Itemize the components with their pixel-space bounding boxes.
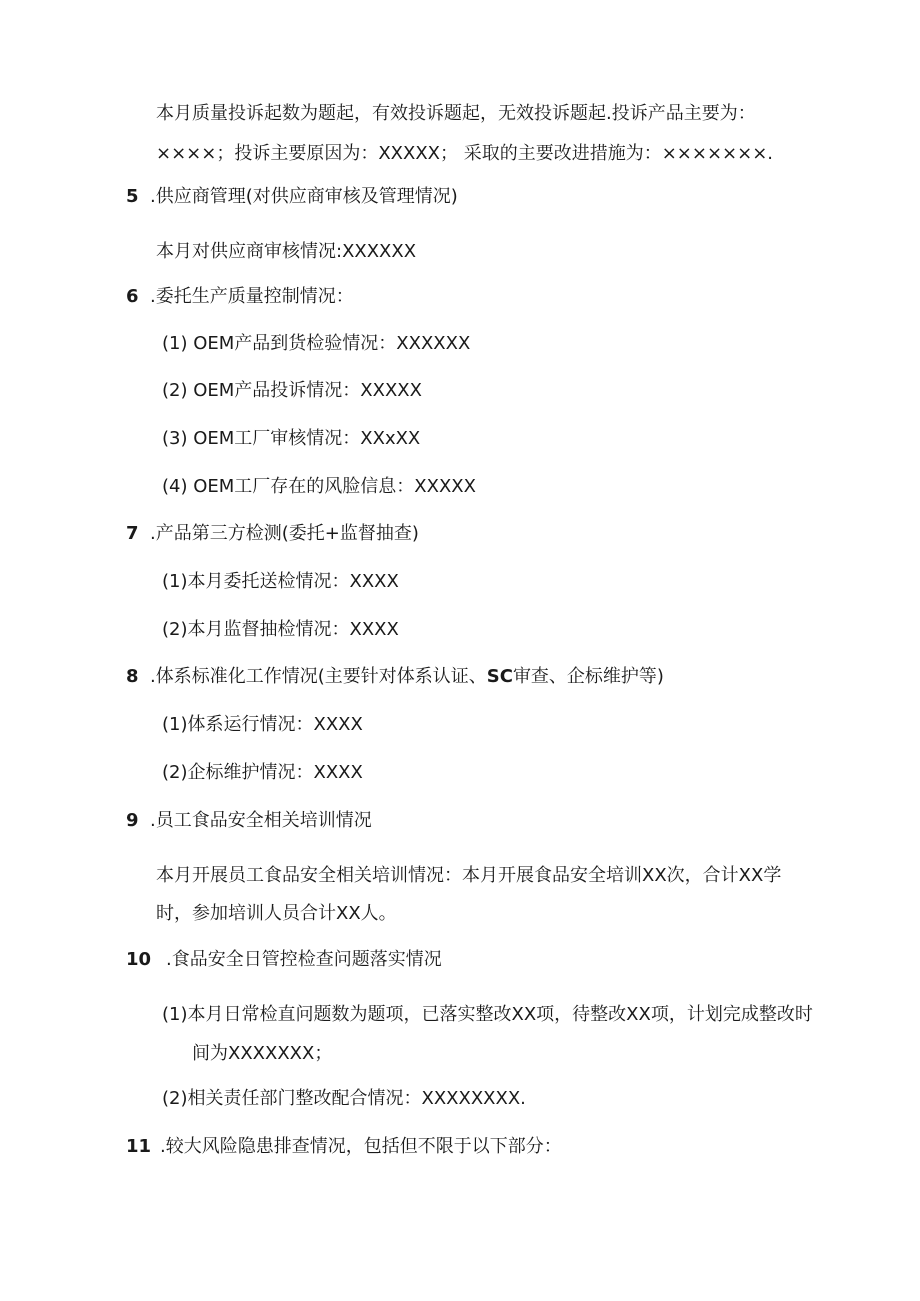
section-number: 9 bbox=[126, 810, 139, 831]
section-number: 11 bbox=[126, 1136, 152, 1157]
section-title: .员工食品安全相关培训情况 bbox=[150, 810, 372, 831]
section-7-item-2: (2)本月监督抽检情况：XXXX bbox=[162, 619, 399, 640]
section-6-item-2: (2) OEM产品投诉情况：XXXXX bbox=[162, 380, 422, 401]
section-10-item-1a: (1)本月日常检直问题数为题项，已落实整改XX项，待整改XX项，计划完成整改时 bbox=[162, 1004, 813, 1025]
section-8-item-2: (2)企标维护情况：XXXX bbox=[162, 762, 363, 783]
section-9-heading bbox=[126, 809, 372, 833]
section-6-item-1: (1) OEM产品到货检验情况：XXXXXX bbox=[162, 333, 471, 354]
section-title: .产品第三方检测(委托+监督抽查) bbox=[150, 523, 419, 544]
section-9-body-1: 本月开展员工食品安全相关培训情况：本月开展食品安全培训XX次，合计XX学 bbox=[156, 865, 782, 886]
section-9-body-2: 时，参加培训人员合计XX人。 bbox=[156, 903, 397, 924]
section-number: 10 bbox=[126, 949, 152, 970]
section-10-item-2: (2)相关责任部门整改配合情况：XXXXXXXX. bbox=[162, 1088, 526, 1109]
section-number: 8 bbox=[126, 666, 139, 687]
section-8-item-1: (1)体系运行情况：XXXX bbox=[162, 714, 363, 735]
section-title-part-a: .体系标准化工作情况(主要针对体系认证、 bbox=[150, 666, 487, 687]
section-number: 6 bbox=[126, 286, 139, 307]
section-6-item-4: (4) OEM工厂存在的风脸信息：XXXXX bbox=[162, 476, 476, 497]
section-7-heading bbox=[126, 522, 419, 546]
section-10-item-1b: 间为XXXXXXX； bbox=[192, 1043, 333, 1064]
section-title: .较大风险隐患排查情况，包括但不限于以下部分： bbox=[160, 1136, 562, 1157]
section-5-body: 本月对供应商审核情况:XXXXXX bbox=[156, 241, 417, 262]
section-6-item-3: (3) OEM工厂审核情况：XXxXX bbox=[162, 428, 421, 449]
section-title: .委托生产质量控制情况： bbox=[150, 286, 354, 307]
section-title: .供应商管理(对供应商审核及管理情况) bbox=[150, 186, 458, 207]
section-title-part-b: 审查、企标维护等) bbox=[512, 666, 664, 687]
section-title-sc: SC bbox=[486, 666, 513, 687]
section-number: 5 bbox=[126, 186, 139, 207]
section-number: 7 bbox=[126, 523, 139, 544]
section-6-heading bbox=[126, 285, 354, 309]
section-8-heading bbox=[126, 665, 664, 689]
intro-line-2: ××××；投诉主要原因为：XXXXX； 采取的主要改进措施为：×××××××. bbox=[156, 143, 773, 164]
section-10-heading bbox=[126, 948, 442, 972]
section-title: .食品安全日管控检查问题落实情况 bbox=[166, 949, 442, 970]
section-7-item-1: (1)本月委托送检情况：XXXX bbox=[162, 571, 399, 592]
intro-line-1: 本月质量投诉起数为题起，有效投诉题起，无效投诉题起.投诉产品主要为： bbox=[156, 103, 756, 124]
section-5-heading bbox=[126, 185, 458, 209]
section-11-heading bbox=[126, 1135, 562, 1159]
